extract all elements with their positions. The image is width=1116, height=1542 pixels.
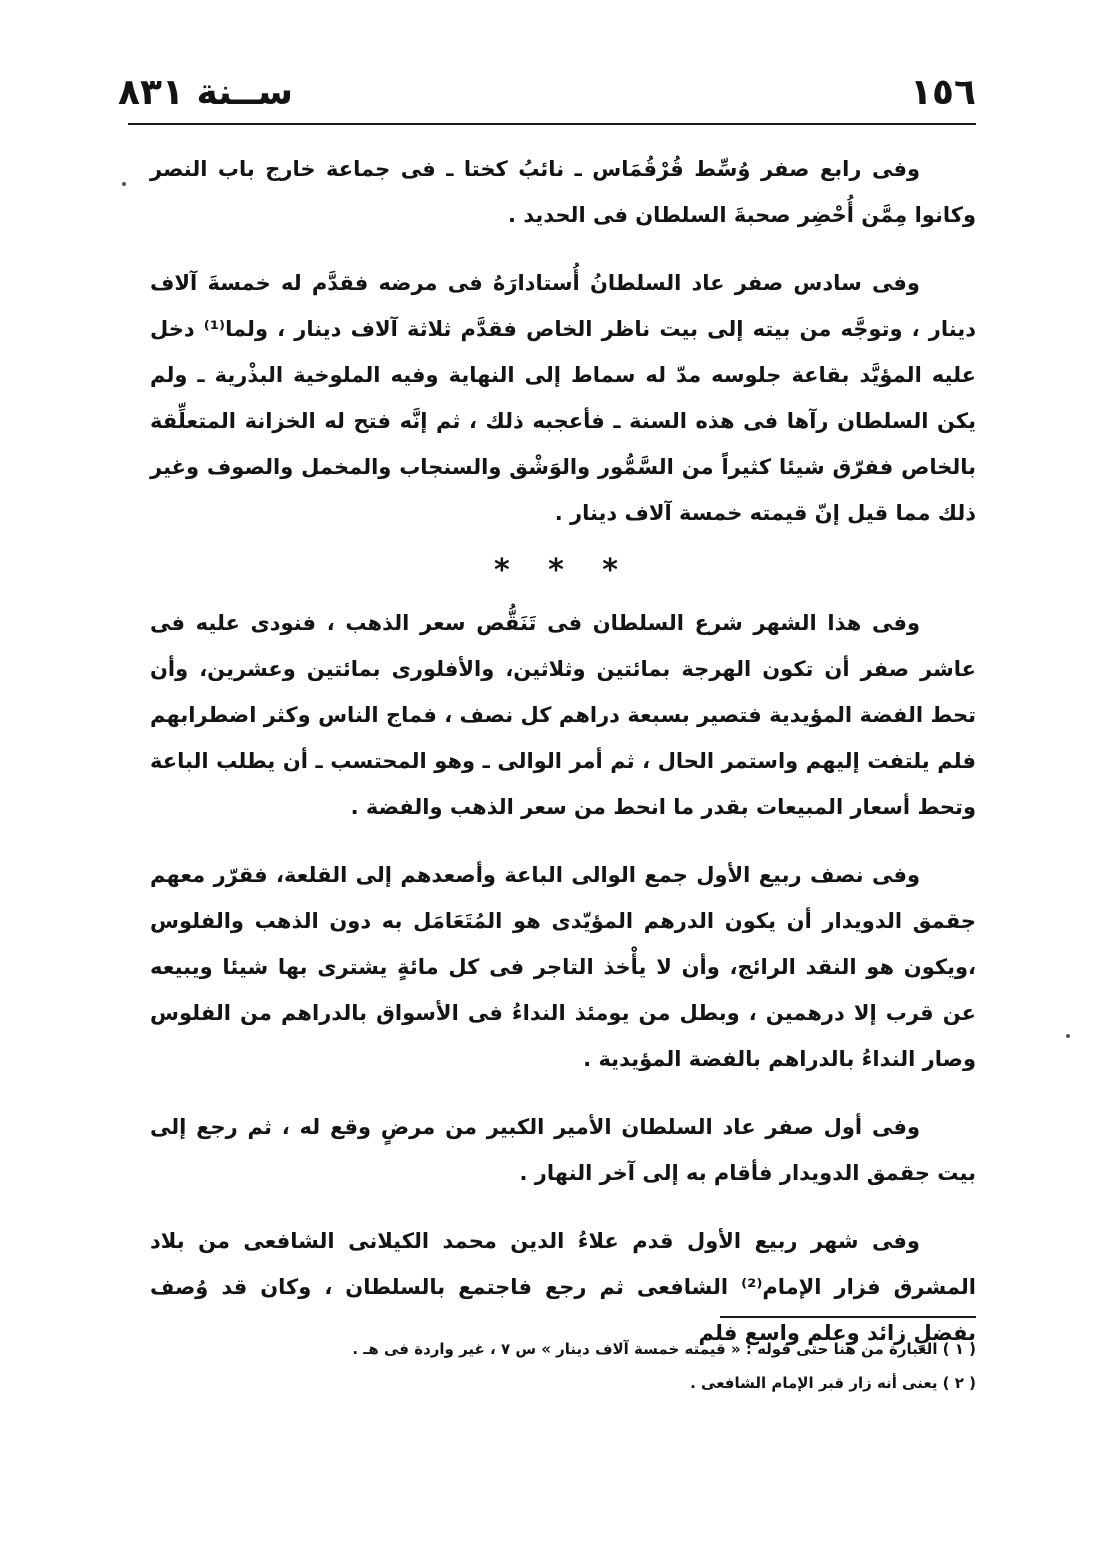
paragraph: وفى هذا الشهر شرع السلطان فى تَنَقُّص سعر الذهب ، فنودى عليه فى عاشر صفر أن تكون الهرجة بمائتين وثلاثين، والأفلورى بمائتين وعشرين، وأن تحط الفضة المؤيدية فتصير بسبعة دراهم كل نصف ، فماج الناس وكثر اضطرابهم فلم يلتفت إليهم واستمر الحال ، ثم أمر الوالى ـ وهو المحتسب ـ أن يطلب الباعة وتحط أسعار المبيعات بقدر ما انحط من سعر الذهب والفضة . — [150, 611, 976, 819]
paragraph: وفى شهر ربيع الأول قدم علاءُ الدين محمد الكيلانى الشافعى من بلاد المشرق فزار الإمام⁽²⁾ الشافعى ثم رجع فاجتمع بالسلطان ، وكان قد وُصف بفضلٍ زائد وعلم واسع فلم — [150, 1229, 976, 1345]
main-text — [150, 146, 976, 1378]
page-number: ١٥٦ — [910, 72, 976, 113]
paragraph: وفى أول صفر عاد السلطان الأمير الكبير من مرضٍ وقع له ، ثم رجع إلى بيت جقمق الدويدار فأقام به إلى آخر النهار . — [150, 1115, 976, 1185]
scan-speck — [122, 182, 126, 186]
scan-speck — [1066, 1034, 1070, 1038]
page-header — [118, 68, 976, 120]
paragraph: وفى رابع صفر وُسِّط قُرْقُمَاس ـ نائبُ كختا ـ فى جماعة خارج باب النصر وكانوا مِمَّن أُحْضِر صحبةَ السلطان فى الحديد . — [150, 157, 976, 227]
header-rule — [128, 123, 976, 125]
paragraph: وفى نصف ربيع الأول جمع الوالى الباعة وأصعدهم إلى القلعة، فقرّر معهم جقمق الدويدار أن يكون الدرهم المؤيّدى هو المُتَعَامَل به دون الذهب والفلوس ،ويكون هو النقد الرائج، وأن لا يأْخذ التاجر فى كل مائةٍ يشترى بها شيئا ويبيعه عن قرب إلا درهمين ، وبطل من يومئذ النداءُ فى الأسواق بالدراهم من الفلوس وصار النداءُ بالدراهم بالفضة المؤيدية . — [150, 863, 976, 1071]
footnotes — [276, 1332, 976, 1400]
footnote-rule — [720, 1316, 976, 1318]
section-separator: * * * — [494, 553, 632, 588]
footnote: ( ٢ ) يعنى أنه زار قبر الإمام الشافعى . — [690, 1374, 976, 1392]
footnote: ( ١ ) العبارة من هنا حتى قوله : « قيمته خمسة آلاف دينار » س ٧ ، غير واردة فى هـ . — [352, 1340, 976, 1358]
paragraph: وفى سادس صفر عاد السلطانُ أُستادارَهُ فى مرضه فقدَّم له خمسةَ آلاف دينار ، وتوجَّه من بيته إلى بيت ناظر الخاص فقدَّم ثلاثة آلاف دينار ، ولما⁽¹⁾ دخل عليه المؤيَّد بقاعة جلوسه مدّ له سماط إلى النهاية وفيه الملوخية البذْرية ـ ولم يكن السلطان رآها فى هذه السنة ـ فأعجبه ذلك ، ثم إنَّه فتح له الخزانة المتعلِّقة بالخاص ففرّق شيئا كثيراً من السَّمُّور والوَشْق والسنجاب والمخمل والصوف وغير ذلك مما قيل إنّ قيمته خمسة آلاف دينار . — [150, 271, 976, 525]
running-title: ســنة ٨٣١ — [118, 72, 293, 113]
